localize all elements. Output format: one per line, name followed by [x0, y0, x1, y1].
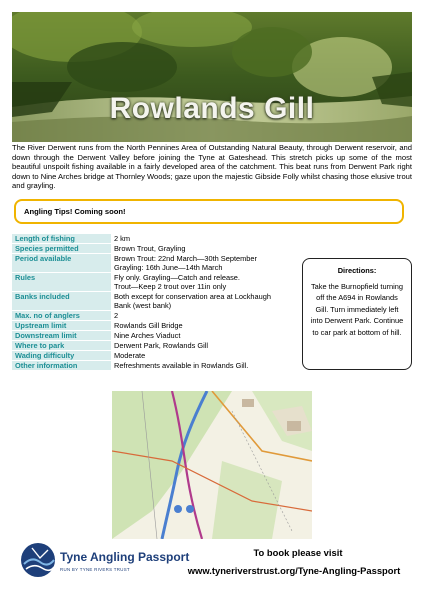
row-label: Other information	[12, 361, 111, 370]
booking-prompt: To book please visit	[253, 547, 343, 558]
row-value: Moderate	[114, 351, 146, 360]
row-value: Nine Arches Viaduct	[114, 331, 181, 340]
tyne-angling-passport-logo	[20, 540, 190, 580]
logo-name: Tyne Angling Passport	[60, 550, 190, 564]
row-label: Rules	[12, 273, 111, 291]
row-value: Both except for conservation area at Lockhaugh Bank (west bank)	[114, 292, 271, 310]
angler-logo-icon	[20, 542, 56, 578]
row-label: Where to park	[12, 341, 111, 350]
os-map-excerpt	[112, 391, 312, 539]
table-row	[12, 321, 292, 330]
row-value: 2	[114, 311, 119, 320]
table-row	[12, 292, 292, 310]
table-row	[12, 273, 292, 291]
row-label: Species permitted	[12, 244, 111, 253]
table-row	[12, 244, 292, 253]
row-label: Upstream limit	[12, 321, 111, 330]
booking-link[interactable]: www.tyneriverstrust.org/Tyne-Angling-Passport	[187, 565, 401, 576]
row-label: Wading difficulty	[12, 351, 111, 360]
row-label: Max. no of anglers	[12, 311, 111, 320]
directions-title: Directions:	[337, 266, 377, 275]
row-value: 2 km	[114, 234, 131, 243]
table-row	[12, 234, 292, 243]
row-value: Rowlands Gill Bridge	[114, 321, 183, 330]
fishing-info-table	[12, 233, 292, 371]
intro-paragraph: The River Derwent runs from the North Pennines Area of Outstanding Natural Beauty, through Derwent reservoir, and down through the Derwent Valley before joining the Tyne at Gateshead. This stretch picks up some of the most beautiful unspoilt fishing available in a fairly developed area of the catchment. This beat runs from Derwent Park right down to Nine Arches bridge at Thornley Woods; gaze upon the majestic Gibside Folly whilst chasing those elusive trout and grayling.	[12, 143, 412, 191]
hero-photo	[12, 12, 412, 142]
row-value: Fly only. Grayling—Catch and release. Trout—Keep 2 trout over 11in only	[114, 273, 240, 291]
row-value: Derwent Park, Rowlands Gill	[114, 341, 209, 350]
table-row	[12, 331, 292, 340]
table-row	[12, 254, 292, 272]
directions-box	[302, 258, 412, 370]
location-map	[112, 391, 312, 539]
row-label: Length of fishing	[12, 234, 111, 243]
table-row	[12, 311, 292, 320]
page-title: Rowlands Gill	[109, 92, 315, 125]
logo-subtitle: RUN BY TYNE RIVERS TRUST	[60, 567, 130, 572]
table-row	[12, 341, 292, 350]
row-label: Banks included	[12, 292, 111, 310]
row-value: Brown Trout: 22nd March—30th September Grayling: 16th June—14th March	[114, 254, 257, 272]
row-label: Downstream limit	[12, 331, 111, 340]
table-row	[12, 361, 292, 370]
row-value: Brown Trout, Grayling	[114, 244, 186, 253]
directions-text: Take the Burnopfield turning off the A694 in Rowlands Gill. Turn immediately left into Derwent Park. Continue to car park at bottom of hill.	[310, 281, 404, 337]
row-value: Refreshments available in Rowlands Gill.	[114, 361, 249, 370]
row-label: Period available	[12, 254, 111, 272]
angling-tips-box: Angling Tips! Coming soon!	[14, 199, 404, 224]
table-row	[12, 351, 292, 360]
